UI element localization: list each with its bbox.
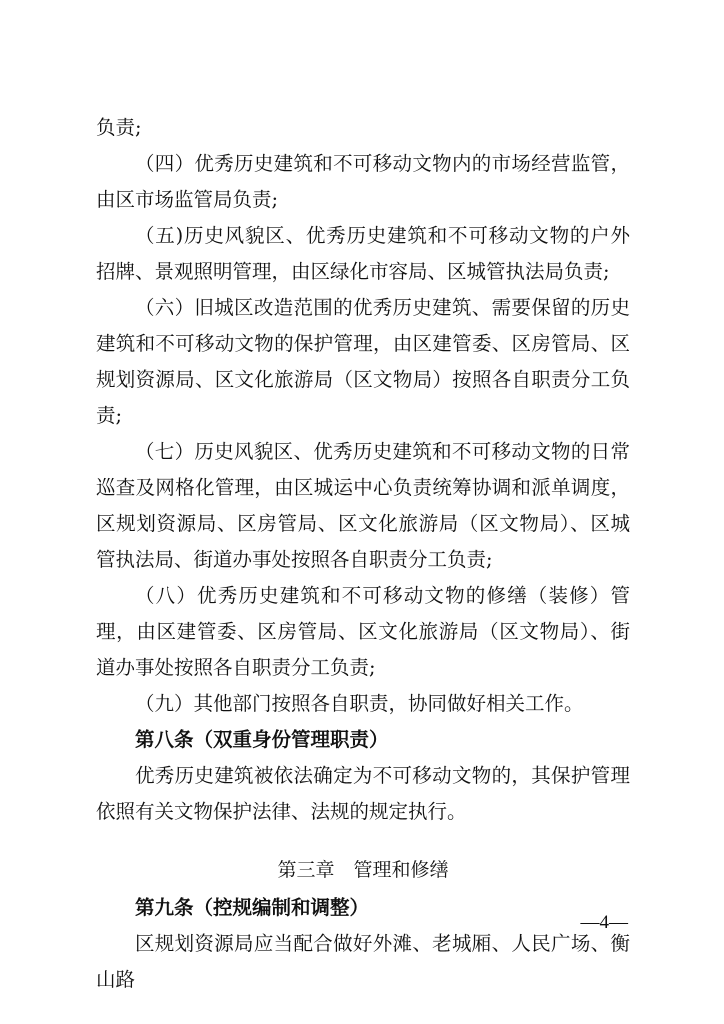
paragraph-item-9: （九）其他部门按照各自职责，协同做好相关工作。 bbox=[135, 692, 584, 715]
paragraph-item-6: （六）旧城区改造范围的优秀历史建筑、需要保留的历史建筑和不可移动文物的保护管理，由区建管委、区房管局、区规划资源局、区文化旅游局（区文物局）按照各自职责分工负责; bbox=[96, 296, 630, 427]
page-number: —4— bbox=[580, 912, 628, 933]
paragraph-item-5: （五)历史风貌区、优秀历史建筑和不可移动文物的户外招牌、景观照明管理，由区绿化市容局、区城管执法局负责; bbox=[96, 224, 630, 283]
chapter-3-heading: 第三章 管理和修缮 bbox=[277, 859, 449, 881]
paragraph-continuation: 负责; bbox=[96, 116, 142, 139]
paragraph-item-4: （四）优秀历史建筑和不可移动文物内的市场经营监管，由区市场监管局负责; bbox=[96, 152, 630, 211]
article-9-title: 第九条（控规编制和调整） bbox=[135, 896, 370, 919]
paragraph-item-8: （八）优秀历史建筑和不可移动文物的修缮（装修）管理，由区建管委、区房管局、区文化旅游局（区文物局）、街道办事处按照各自职责分工负责; bbox=[96, 584, 630, 679]
article-8-text: 优秀历史建筑被依法确定为不可移动文物的，其保护管理依照有关文物保护法律、法规的规定执行。 bbox=[96, 764, 630, 823]
paragraph-item-7: （七）历史风貌区、优秀历史建筑和不可移动文物的日常巡查及网格化管理，由区城运中心负责统筹协调和派单调度，区规划资源局、区房管局、区文化旅游局（区文物局）、区城管执法局、街道办事处按照各自职责分工负责; bbox=[96, 440, 630, 571]
article-9-text: 区规划资源局应当配合做好外滩、老城厢、人民广场、衡山路 bbox=[96, 932, 630, 991]
article-8-title: 第八条（双重身份管理职责） bbox=[135, 728, 389, 751]
document-body bbox=[96, 110, 630, 998]
